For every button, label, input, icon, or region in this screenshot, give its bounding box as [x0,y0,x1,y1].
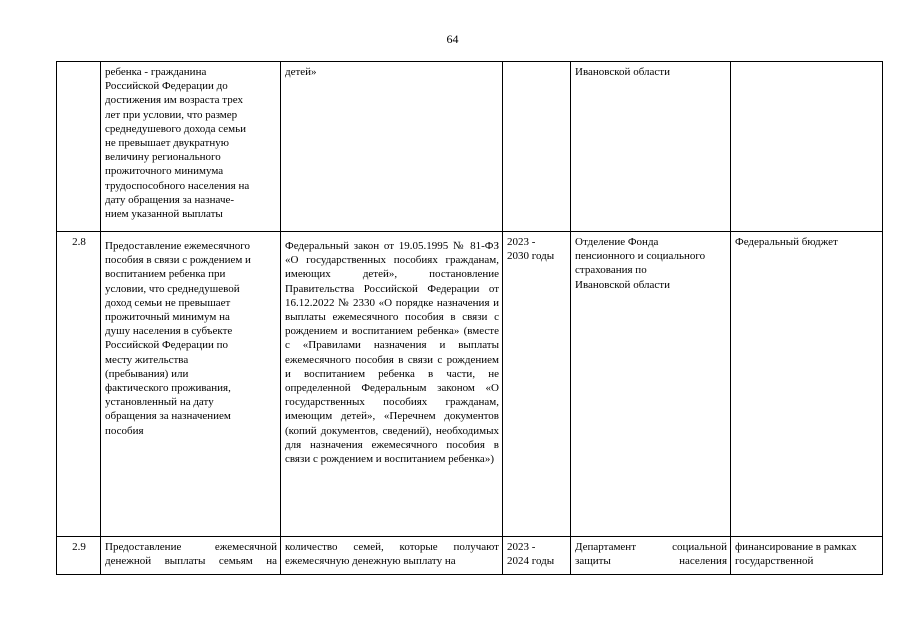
period-cell [503,62,571,232]
funding-cell [731,62,883,232]
executor-cell: Департамент социальной защиты населения [571,537,731,575]
table-row [57,537,883,575]
row-number: 2.9 [57,537,101,575]
period-cell: 2023 - 2030 годы [503,232,571,537]
page-number: 64 [446,32,459,46]
measure-cell: ребенка - гражданина Российской Федерации до достижения им возраста трех лет при условии, что размер среднедушевого дохода семьи не превышает двукратную величину регионального прожиточного минимума трудоспособного населения на дату обращения за назначе- нием указанной выплаты [101,62,281,232]
table-row [57,62,883,232]
measure-cell: Предоставление ежемесячного пособия в связи с рождением и воспитанием ребенка при условии, что среднедушевой доход семьи не превышает прожиточный минимум на душу населения в субъекте Российской Федерации по месту жительства (пребывания) или фактического проживания, установленный на дату обращения за назначением пособия [101,232,281,537]
program-measures-table [56,61,883,575]
legal-basis-cell: количество семей, которые получают ежемесячную денежную выплату на [281,537,503,575]
legal-basis-cell: детей» [281,62,503,232]
executor-cell: Отделение Фонда пенсионного и социального страхования по Ивановской области [571,232,731,537]
row-number [57,62,101,232]
legal-basis-cell: Федеральный закон от 19.05.1995 № 81-ФЗ «О государственных пособиях гражданам, имеющих детей», постановление Правительства Российской Федерации от 16.12.2022 № 2330 «О порядке назначения и выплаты ежемесячного пособия в связи с рождением и воспитанием ребенка» (вместе с «Правилами назначения и выплаты ежемесячного пособия в связи с рождением и воспитанием ребенка в части, не определенной Федеральным законом «О государственных пособиях гражданам, имеющим детей», «Перечнем документов (копий документов, сведений), необходимых для назначения ежемесячного пособия в связи с рождением и воспитанием ребенка») [281,232,503,537]
funding-cell: Федеральный бюджет [731,232,883,537]
executor-cell: Ивановской области [571,62,731,232]
period-cell: 2023 - 2024 годы [503,537,571,575]
funding-cell: финансирование в рамках государственной [731,537,883,575]
table-row [57,232,883,537]
measure-cell: Предоставление ежемесячной денежной выплаты семьям на [101,537,281,575]
row-number: 2.8 [57,232,101,537]
